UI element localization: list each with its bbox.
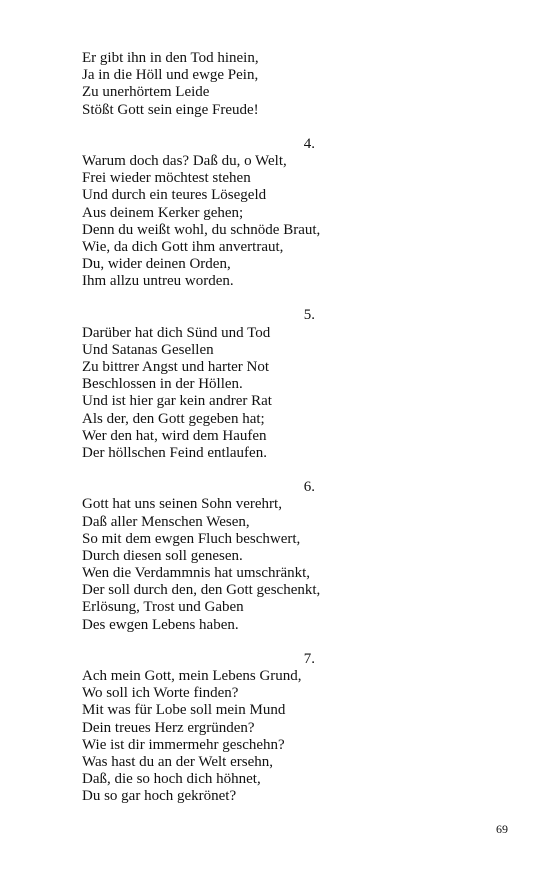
verse-line: Der höllschen Feind entlaufen. (82, 444, 267, 461)
verse-line: Und durch ein teures Lösegeld (82, 187, 267, 204)
verse-line: Gott hat uns seinen Sohn verehrt, (82, 496, 282, 513)
verse-line: Wer den hat, wird dem Haufen (82, 427, 267, 444)
verse-line: Zu bittrer Angst und harter Not (82, 359, 270, 375)
verse-line: Wen die Verdammnis hat umschränkt, (82, 565, 311, 582)
verse-line: Wie, da dich Gott ihm anvertraut, (82, 238, 284, 255)
verse-line: Warum doch das? Daß du, o Welt, (82, 152, 287, 169)
verse-line: Mit was für Lobe soll mein Mund (82, 702, 286, 719)
verse-line: Ach mein Gott, mein Lebens Grund, (82, 668, 302, 684)
verse-line: Des ewgen Lebens haben. (82, 616, 239, 633)
stanza-number: 4. (303, 135, 315, 152)
stanza-3-continuation (82, 50, 352, 119)
verse-line: Und ist hier gar kein andrer Rat (82, 393, 272, 410)
verse-line: Daß aller Menschen Wesen, (82, 513, 250, 530)
verse-line: Beschlossen in der Höllen. (82, 376, 243, 393)
verse-line: Als der, den Gott gegeben hat; (82, 410, 265, 427)
verse-line: Stößt Gott sein einge Freude! (82, 101, 259, 118)
verse-line: Darüber hat dich Sünd und Tod (82, 324, 271, 341)
stanza-number: 6. (303, 479, 315, 496)
verse-line: Daß, die so hoch dich höhnet, (82, 771, 261, 788)
verse-line: Wie ist dir immermehr geschehn? (82, 736, 285, 753)
page-number: 69 (496, 822, 508, 836)
verse-line: Aus deinem Kerker gehen; (82, 204, 244, 221)
verse-line: Denn du weißt wohl, du schnöde Braut, (82, 221, 321, 238)
verse-line: Zu unerhörtem Leide (82, 84, 210, 101)
verse-line: Und Satanas Gesellen (82, 341, 214, 358)
verse-line: Erlösung, Trost und Gaben (82, 599, 244, 616)
verse-line: Er gibt ihn in den Tod hinein, (82, 50, 259, 66)
stanza-number: 5. (303, 307, 315, 324)
verse-line: So mit dem ewgen Fluch beschwert, (82, 530, 301, 547)
verse-line: Frei wieder möchtest stehen (82, 170, 251, 187)
verse-line: Der soll durch den, den Gott geschenkt, (82, 582, 321, 599)
stanza-7 (82, 651, 352, 806)
verse-line: Du, wider deinen Orden, (82, 256, 231, 273)
stanza-number: 7. (303, 650, 315, 667)
verse-line: Durch diesen soll genesen. (82, 547, 243, 564)
verse-line: Was hast du an der Welt ersehn, (82, 753, 274, 770)
stanza-4 (82, 136, 352, 291)
poem-text (82, 50, 352, 823)
verse-line: Ihm allzu untreu worden. (82, 273, 234, 290)
stanza-5 (82, 307, 352, 462)
verse-line: Du so gar hoch gekrönet? (82, 788, 237, 805)
verse-line: Dein treues Herz ergründen? (82, 719, 255, 736)
verse-line: Ja in die Höll und ewge Pein, (82, 67, 259, 84)
verse-line: Wo soll ich Worte finden? (82, 685, 239, 702)
stanza-6 (82, 479, 352, 634)
